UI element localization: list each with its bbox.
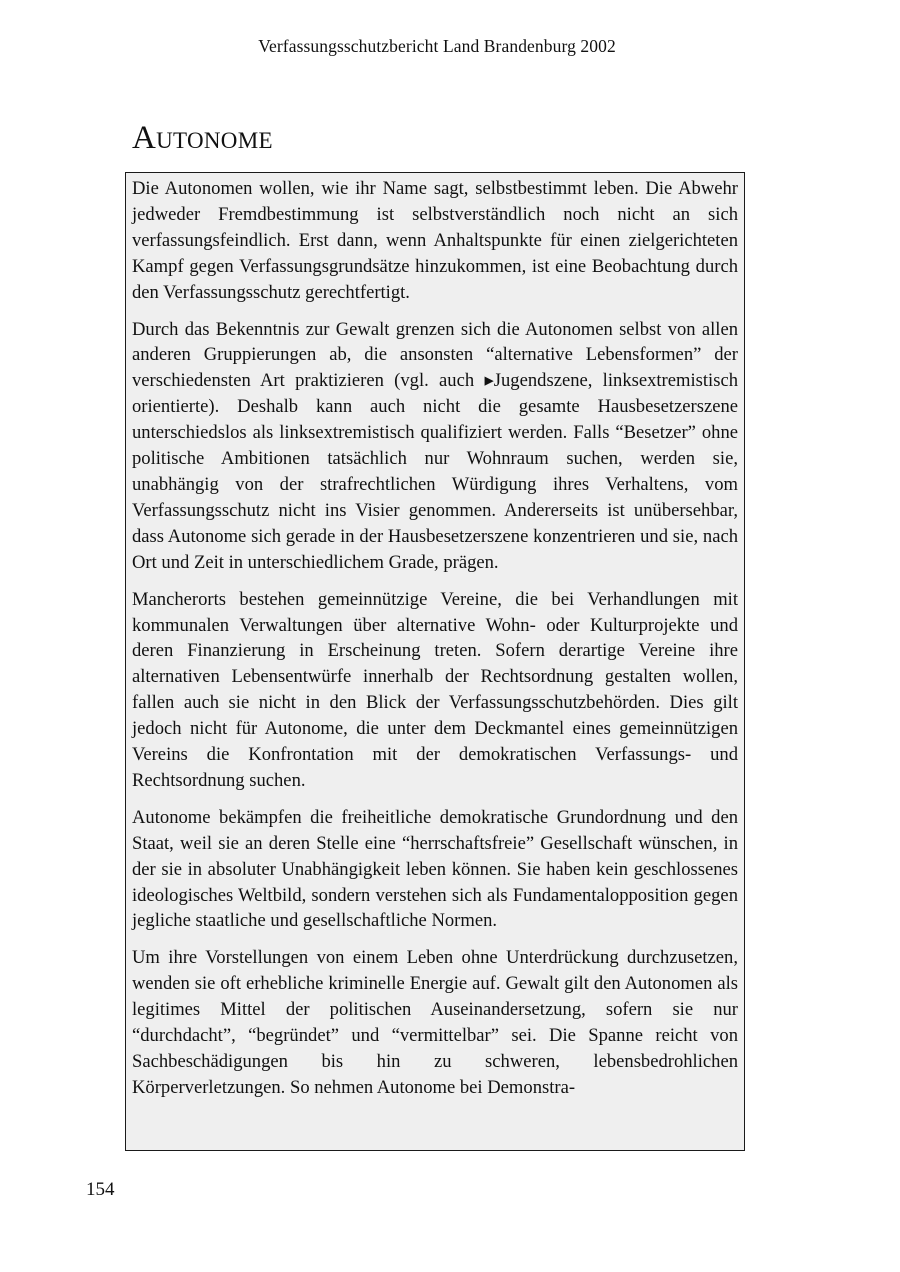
paragraph-1: Die Autonomen wollen, wie ihr Name sagt, selbstbestimmt leben. Die Abwehr jedweder Fremdbestimmung ist selbstverständlich noch nicht an sich verfassungsfeindlich. Erst dann, wenn Anhaltspunkte für einen zielgerichteten Kampf gegen Verfassungsgrundsätze hinzukommen, ist eine Beobachtung durch den Verfassungsschutz gerechtfertigt.	[132, 178, 738, 303]
running-header: Verfassungsschutzbericht Land Brandenburg 2002	[258, 36, 616, 56]
page-number: 154	[86, 1179, 115, 1200]
text-box	[125, 172, 745, 1151]
paragraph-5: Um ihre Vorstellungen von einem Leben ohne Unterdrückung durchzusetzen, wenden sie oft erhebliche kriminelle Energie auf. Gewalt gilt den Autonomen als legitimes Mittel der politischen Auseinandersetzung, sofern sie nur “durchdacht”, “begründet” und “vermittelbar” sei. Die Spanne reicht von Sachbeschädigungen bis hin zu schweren, lebensbedrohlichen Körperverletzungen. So nehmen Autonome bei Demonstra-	[132, 947, 738, 1098]
paragraph-4: Autonome bekämpfen die freiheitliche demokratische Grundordnung und den Staat, weil sie an deren Stelle eine “herrschaftsfreie” Gesellschaft wünschen, in der sie in absoluter Unabhängigkeit leben können. Sie haben kein geschlossenes ideologisches Weltbild, sondern verstehen sich als Fundamentalopposition gegen jegliche staatliche und gesellschaftliche Normen.	[132, 806, 738, 932]
paragraph-3: Mancherorts bestehen gemeinnützige Vereine, die bei Verhandlungen mit kommunalen Verwaltungen über alternative Wohn- oder Kulturprojekte und deren Finanzierung in Erscheinung treten. Sofern derartige Vereine ihre alternativen Lebensentwürfe innerhalb der Rechtsordnung gestalten wollen, fallen auch sie nicht in den Blick der Verfassungsschutzbehörden. Dies gilt jedoch nicht für Autonome, die unter dem Deckmantel eines gemeinnützigen Vereins die Konfrontation mit der demokratischen Verfassungs- und Rechtsordnung suchen.	[132, 588, 738, 791]
paragraph-2: Durch das Bekenntnis zur Gewalt grenzen sich die Autonomen selbst von allen anderen Gruppierungen ab, die ansonsten “alternative Lebensformen” der verschiedensten Art praktizieren (vgl. auch ▸Jugendszene, linksextremistisch orientierte). Deshalb kann auch nicht die gesamte Hausbesetzerszene unterschiedslos als linksextremistisch qualifiziert werden. Falls “Besetzer” ohne politische Ambitionen tatsächlich nur Wohnraum suchen, werden sie, unabhängig von der strafrechtlichen Würdigung ihres Verhaltens, vom Verfassungsschutz nicht ins Visier genommen. Andererseits ist unübersehbar, dass Autonome sich gerade in der Hausbesetzerszene konzentrieren und sie, nach Ort und Zeit in unterschiedlichem Grade, prägen.	[132, 318, 738, 573]
section-title: Autonome	[132, 120, 273, 156]
